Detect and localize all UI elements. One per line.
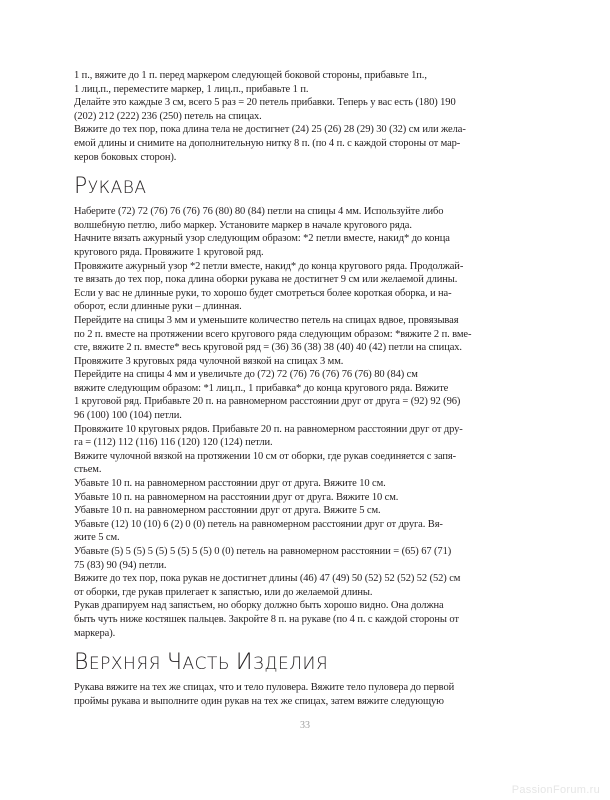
text-line: те вязать до тех пор, пока длина оборки рукава не достигнет 9 см или желаемой длины. bbox=[74, 274, 458, 286]
text-line: Если у вас не длинные руки, то хорошо будет смотреться более короткая оборка, и на- bbox=[74, 287, 452, 299]
text-line: (202) 212 (222) 236 (250) петель на спицах. bbox=[74, 110, 262, 122]
text-line: Перейдите на спицы 4 мм и увеличьте до (72) 72 (76) 76 (76) 76 (76) 80 (84) см bbox=[74, 369, 418, 381]
text-line: сте, вяжите 2 п. вместе* весь круговой ряд = (36) 36 (38) 38 (40) 40 (42) петли на спицах. bbox=[74, 342, 462, 354]
text-line: емой длины и снимите на дополнительную нитку 8 п. (по 4 п. с каждой стороны от мар- bbox=[74, 137, 461, 149]
intro-block bbox=[74, 69, 530, 164]
text-line: 1 лиц.п., переместите маркер, 1 лиц.п., прибавьте 1 п. bbox=[74, 83, 309, 95]
watermark: PassionForum.ru bbox=[511, 784, 600, 796]
text-line: Вяжите до тех пор, пока длина тела не достигнет (24) 25 (26) 28 (29) 30 (32) см или жела- bbox=[74, 124, 466, 136]
text-line: керов боковых сторон). bbox=[74, 151, 177, 163]
text-line: кругового ряда. Провяжите 1 круговой ряд. bbox=[74, 246, 264, 258]
heading-initial: И bbox=[235, 650, 254, 676]
text-line: Вяжите до тех пор, пока рукав не достигнет длины (46) 47 (49) 50 (52) 52 (52) 52 (52) см bbox=[74, 573, 461, 585]
heading-initial: Ч bbox=[166, 650, 183, 676]
heading-initial: Р bbox=[74, 174, 88, 200]
text-line: быть чуть ниже костяшек пальцев. Закройте 8 п. на рукаве (по 4 п. с каждой стороны от bbox=[74, 613, 459, 625]
text-line: Провяжите 10 круговых рядов. Прибавьте 20 п. на равномерном расстоянии друг от дру- bbox=[74, 423, 463, 435]
text-line: Убавьте 10 п. на равномерном на расстоянии друг от друга. Вяжите 10 см. bbox=[74, 491, 399, 503]
text-line: Наберите (72) 72 (76) 76 (76) 76 (80) 80 (84) петли на спицы 4 мм. Используйте либо bbox=[74, 206, 444, 218]
text-line: Убавьте (12) 10 (10) 6 (2) 0 (0) петель на равномерном расстоянии друг от друга. Вя- bbox=[74, 518, 443, 530]
heading-initial: В bbox=[74, 650, 89, 676]
text-line: Провяжите 3 круговых ряда чулочной вязкой на спицах 3 мм. bbox=[74, 355, 344, 367]
text-line: волшебную петлю, либо маркер. Установите маркер в начале кругового ряда. bbox=[74, 219, 412, 231]
text-line: от оборки, где рукав прилегает к запястью, или до желаемой длины. bbox=[74, 586, 373, 598]
text-line: вяжите следующим образом: *1 лиц.п., 1 прибавка* до конца кругового ряда. Вяжите bbox=[74, 382, 449, 394]
upper-part-block bbox=[74, 681, 530, 708]
text-line: Начните вязать ажурный узор следующим образом: *2 петли вместе, накид* до конца bbox=[74, 233, 450, 245]
text-line: 96 (100) 100 (104) петли. bbox=[74, 410, 182, 422]
text-line: Убавьте 10 п. на равномерном расстоянии друг от друга. Вяжите 10 см. bbox=[74, 478, 386, 490]
text-line: стьем. bbox=[74, 464, 102, 476]
text-line: по 2 п. вместе на протяжении всего кругового ряда следующим образом: *вяжите 2 п. вме- bbox=[74, 328, 472, 340]
heading-rest: АСТЬ bbox=[182, 654, 236, 675]
text-line: Перейдите на спицы 3 мм и уменьшите количество петель на спицах вдвое, провязывая bbox=[74, 314, 459, 326]
page-number: 33 bbox=[300, 720, 310, 731]
page-content bbox=[74, 69, 530, 708]
text-line: Провяжите ажурный узор *2 петли вместе, накид* до конца кругового ряда. Продолжай- bbox=[74, 260, 464, 272]
text-line: Убавьте 10 п. на равномерном расстоянии друг от друга. Вяжите 5 см. bbox=[74, 505, 381, 517]
text-line: 1 круговой ряд. Прибавьте 20 п. на равномерном расстоянии друг от друга = (92) 92 (96) bbox=[74, 396, 461, 408]
section-heading-sleeves bbox=[74, 174, 530, 199]
text-line: Рукава вяжите на тех же спицах, что и тело пуловера. Вяжите тело пуловера до первой bbox=[74, 682, 455, 694]
text-line: проймы рукава и выполните один рукав на тех же спицах, затем вяжите следующую bbox=[74, 695, 444, 707]
text-line: оборот, если длинные руки – длинная. bbox=[74, 301, 242, 313]
heading-rest: ЕРХНЯЯ bbox=[88, 654, 167, 675]
section-heading-upper-part bbox=[74, 650, 530, 675]
heading-rest: ЗДЕЛИЯ bbox=[253, 654, 329, 675]
text-line: га = (112) 112 (116) 116 (120) 120 (124) петли. bbox=[74, 437, 273, 449]
text-line: Вяжите чулочной вязкой на протяжении 10 см от оборки, где рукав соединяется с запя- bbox=[74, 450, 457, 462]
heading-rest: УКАВА bbox=[87, 178, 147, 199]
text-line: жите 5 см. bbox=[74, 532, 120, 544]
text-line: 75 (83) 90 (94) петли. bbox=[74, 559, 167, 571]
text-line: маркера). bbox=[74, 627, 116, 639]
text-line: Рукав драпируем над запястьем, но оборку должно быть хорошо видно. Она должна bbox=[74, 600, 444, 612]
sleeves-block bbox=[74, 205, 530, 640]
text-line: Делайте это каждые 3 см, всего 5 раз = 20 петель прибавки. Теперь у вас есть (180) 190 bbox=[74, 97, 456, 109]
text-line: 1 п., вяжите до 1 п. перед маркером следующей боковой стороны, прибавьте 1п., bbox=[74, 70, 427, 81]
text-line: Убавьте (5) 5 (5) 5 (5) 5 (5) 5 (5) 0 (0) петель на равномерном расстоянии = (65) 67 (71) bbox=[74, 546, 452, 557]
